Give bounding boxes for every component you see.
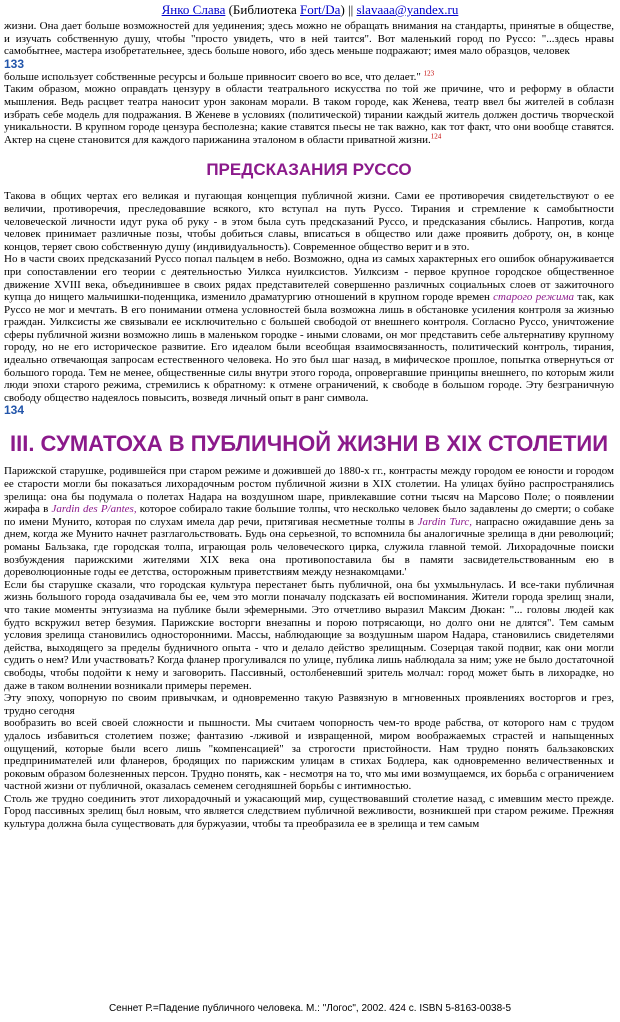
emphasis-jardin-des-plantes: Jardin des P/antes, [51, 503, 137, 516]
paragraph-4: Такова в общих чертах его великая и пугающая концепция публичной жизни. Сами ее противоречия свидетельствуют о ее величии, противоречия, преследовавшие всякого, кто вступал на путь Руссо. Тирания и стремление к самобытности человеческой личности идут рука об руку - в этом была суть предсказаний Руссо, и предсказания сбылись. Напротив, когда человек принимает различные позы, чтобы добиться славы, вписаться в общество или даже проявить доброту, он, в конце концов, теряет свою собственную душу (индивидуальность). Современное общество верит и в это. [4, 190, 614, 253]
paragraph-6 [4, 465, 614, 578]
paragraph-2-text: больше использует собственные ресурсы и больше привносит своего во все, что делает." [4, 70, 421, 83]
library-open-text: (Библиотека [225, 2, 300, 17]
paragraph-6-text-c: напрасно ожидавшие день за днем, когда же Мунито начнет разглагольствовать. Будь она серьезной, то вспомнила бы аналогичные зрелища в дни революций; романы Бальзака, где городская толпа, играющая роль человеческого цирка, служила главной темой. Лихорадочные поиски возбуждения парижскими жителями XIX века она противопоставила бы в памяти засвидетельствованным ею в дореволюционные годы ее детства, осторожным приветствиям между незнакомцами.' [4, 515, 614, 579]
page-footer-citation: Сеннет Р.=Падение публичного человека. М.: "Логос", 2002. 424 с. ISBN 5-8163-0038-5 [108, 1003, 512, 1014]
page-number-134: 134 [4, 403, 25, 418]
email-link[interactable]: slavaaa@yandex.ru [356, 2, 459, 17]
footnote-ref-123[interactable]: 123 [423, 69, 435, 78]
chapter-heading: III. СУМАТОХА В ПУБЛИЧНОЙ ЖИЗНИ В XIX СТОЛЕТИИ [9, 431, 609, 457]
paragraph-5-text-a: Но в части своих предсказаний Руссо попал пальцем в небо. Возможно, одна из самых характерных его ошибок обнаруживается при сопоставлении его теории с деятельностью Уилкса нуилксистов. Уилксизм - первое крупное городское общественное движение XVIII века, объединившее в своих рядах представителей совершенно различных социальных слоев от зажиточного купца до нищего мальчишки-поденщика, изменило драматургию отношений в крупном городе времен [4, 253, 614, 304]
fortda-link[interactable]: Fort/Da [300, 2, 341, 17]
emphasis-old-regime: старого режима [493, 291, 575, 304]
paragraph-10: Столь же трудно соединить этот лихорадочный и ужасающий мир, существовавший столетие назад, с имевшим место прежде. Город пассивных зрелищ был новым, что является следствием публичной вежливости, возникшей при старом режиме. Прежняя культура должна была существовать для буржуазии, чтобы та преобразила ее в зрелища и тем самым [4, 792, 614, 831]
paragraph-5 [4, 253, 614, 404]
paragraph-6-text-b: которое собирало такие большие толпы, что несколько человек было задавлены до смерти; о собаке по имени Мунито, которая по слухам имела дар речи, притягивая несметные толпы в [4, 503, 615, 528]
paragraph-6-text-a: Парижской старушке, родившейся при старом режиме и дожившей до 1880-х гг., контрасты между городом ее юности и городом ее старости могли бы показаться лихорадочным ростом публичной жизни в XIX столетии. На улицах буйно распространялись зрелища: она бы подумала о полетах Надара на воздушном шаре, привлекавшие сотни тысяч на Марсово Поле; о появлении жирафа в [4, 465, 614, 516]
paragraph-3 [4, 83, 614, 146]
document-body [4, 20, 614, 831]
paragraph-7: Если бы старушке сказали, что городская культура перестанет быть публичной, она бы ухмыльнулась. И все-таки публичная жизнь большого города озадачивала бы ее, чем это могли поначалу подсказать ей воспоминания. Жители города зрелищ знали, что такие моменты энтузиазма на публике были эфемерными. Это отчетливо выразил Максим Дюкан: "... головы людей как будто вскружил ветер безумия. Парижские восторги внезапны и порою потрясающи, но долго они не длятся". Тем самым условия зрелища становились односторонними. Массы, наблюдающие за воздушным шаром Надара, становились свидетелями действа, выходящего за пределы будничного опыта - что и делало действо зрелищным. Созерцая такой подвиг, как они могли судить о нем? Или участвовать? Когда фланер прогуливался по улице, публика лишь наблюдала за ним; уже не было достаточной свободы, чтобы подойти к нему и заговорить. Пассивный, остолбеневший зритель молчал: город может быть в лихорадке, но даже в таком волнении возникали примеры перемен. [4, 578, 614, 692]
paragraph-1: жизни. Она дает больше возможностей для уединения; здесь можно не обращать внимания на стандарты, принятые в обществе, и изучать собственную душу, чтобы "просто увидеть, что в ней таится". Вот маленький город по Руссо: "...здесь нравы самобытнее, мастера изобретательнее, здесь больше нового, ибо здесь меньше подражают; имея мало образцов, человек [4, 20, 614, 58]
author-link[interactable]: Янко Слава [161, 2, 226, 17]
section-heading-predictions: ПРЕДСКАЗАНИЯ РУССО [206, 160, 412, 180]
paragraph-2 [4, 71, 614, 84]
page-number-133: 133 [4, 56, 25, 71]
library-close-text: ) || [340, 2, 357, 17]
footnote-ref-124[interactable]: 124 [430, 132, 442, 141]
paragraph-5-text-b: так, как Руссо не мог и мечтать. В его понимании отмена условностей была возможна лишь в обстановке усиления контроля за жизнью граждан. Уилксисты же связывали ее исключительно с большей свободой от внешнего контроля. Согласно Руссо, уничтожение сферы публичной жизни возможно лишь в маленьком городке - иными словами, он мог представить себе альтернативу крупному городу, но не его историческое развитие. Его идеалом были всеобщая взаимосвязанность, политический контроль, тирания, идеально отвечающая запросам естественного человека. Но это был шаг назад, в мифическое прошлое, попытка отвернуться от большого города. Тем не менее, общественные силы внутри этого города, опровергавшие принципы внешнего, по которым жили люди эпохи старого режима, стремились к обратному: к отмене ограничений, к свободе в большом городе. Эту безграничную свободу общество надеялось повысить, возведя личный опыт в ранг символа. [4, 291, 614, 404]
paragraph-8: Эту эпоху, чопорную по своим привычкам, и одновременно такую Развязную в мгновенных проявлениях восторгов и грез, трудно сегодня [4, 692, 614, 717]
paragraph-9: вообразить во всей своей сложности и пышности. Мы считаем чопорность чем-то вроде рабства, от которого нам с трудом удалось избавиться столетием позже; фантазию -лживой и извращенной, миром воображаемых страстей и напыщенных ощущений, которые были всего лишь "компенсацией" за строгости пристойности. Нам трудно понять бальзаковских предпринимателей или фланеров, бродящих по парижским улицам в стихах Бодлера, как одновременно величественных и роковым образом болезненных персон. Трудно понять, как - несмотря на то, что мы ими возмущаемся, их борьба с ограничением частной жизни от публичной, оказалась семенем сегодняшней борьбы с интимностью. [4, 717, 614, 793]
page-header [0, 2, 620, 18]
paragraph-3-text: Таким образом, можно оправдать цензуру в области театрального искусства по той же причине, что и реформу в области мышления. Ведь расцвет театра наносит урон законам морали. В таком городе, как Женева, театр ввел бы жителей в соблазн избрать себе модель для подражания. В Женеве в условиях (политической) тирании каждый житель должен достичь творческой уникальности. В крупном городе цензура бесполезна; какие ставятся пьесы не так важно, как тот факт, что они вообще ставятся. Актер на сцене становится для каждого парижанина эталоном в области приватной жизни. [4, 83, 614, 146]
emphasis-jardin-turc: Jardin Turc, [417, 515, 473, 528]
